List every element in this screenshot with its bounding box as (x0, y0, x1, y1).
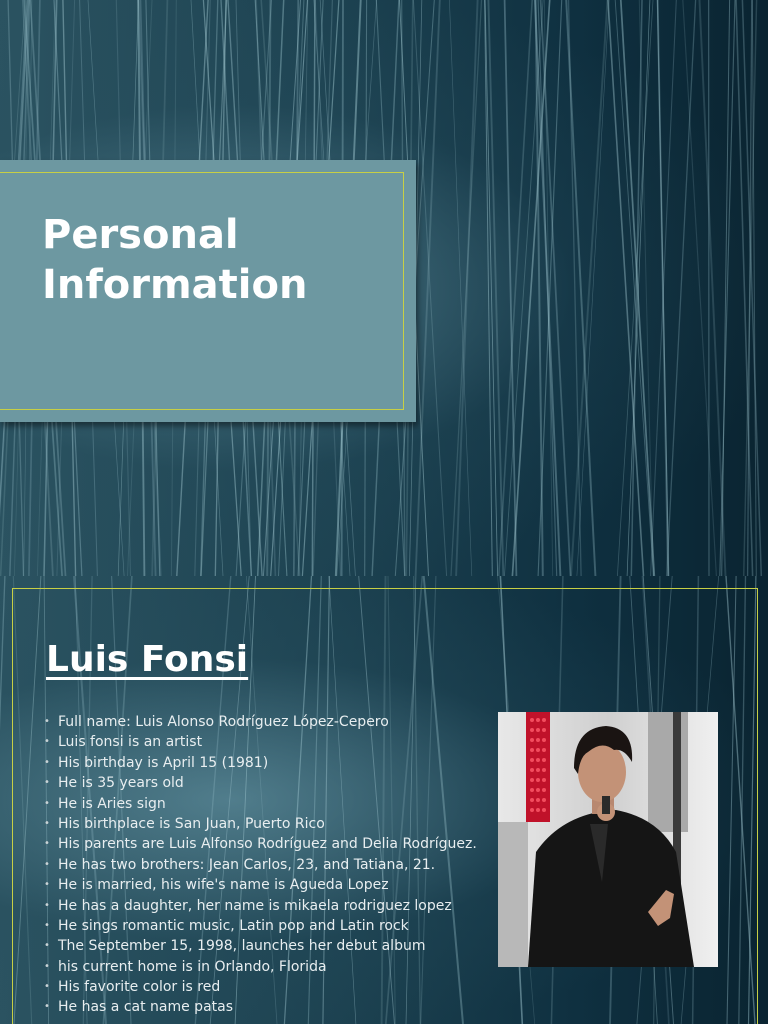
background-line (538, 0, 562, 576)
list-item: • His birthplace is San Juan, Puerto Rico (44, 816, 484, 833)
list-item: • His parents are Luis Alfonso Rodríguez and Delia Rodríguez. (44, 836, 484, 853)
title-box (0, 160, 416, 422)
list-item: • He is 35 years old (44, 775, 484, 792)
list-item: • The September 15, 1998, launches her debut album (44, 938, 484, 955)
list-item: • He is married, his wife's name is Agueda Lopez (44, 877, 484, 894)
background-line (683, 0, 717, 576)
list-item: • He has a cat name patas (44, 999, 484, 1016)
background-line (449, 0, 471, 576)
background-line (700, 0, 726, 576)
background-line (512, 0, 549, 576)
bullet-list (44, 714, 484, 1020)
background-line (569, 0, 582, 576)
background-line (0, 576, 5, 1024)
list-item: • His favorite color is red (44, 979, 484, 996)
list-item: • He has two brothers: Jean Carlos, 23, and Tatiana, 21. (44, 857, 484, 874)
background-line (657, 0, 668, 576)
background-line (416, 0, 440, 576)
list-item: • Full name: Luis Alonso Rodríguez López-Cepero (44, 714, 484, 731)
performer-photo (498, 712, 718, 967)
slide-heading: Luis Fonsi (46, 639, 249, 680)
background-line (667, 0, 696, 576)
background-line (541, 0, 571, 576)
background-line (571, 0, 608, 576)
background-line (631, 0, 642, 576)
list-item: • his current home is in Orlando, Florida (44, 959, 484, 976)
performer-photo-image (498, 712, 718, 967)
background-line (722, 0, 730, 576)
background-line (451, 0, 482, 576)
list-item: • He sings romantic music, Latin pop and Latin rock (44, 918, 484, 935)
slide-title-text (42, 210, 382, 310)
list-item: • He is Aries sign (44, 796, 484, 813)
list-item: • Luis fonsi is an artist (44, 734, 484, 751)
list-item: • He has a daughter, her name is mikaela rodriguez lopez (44, 898, 484, 915)
slide-content (0, 576, 768, 1024)
list-item: • His birthday is April 15 (1981) (44, 755, 484, 772)
title-line-1: Personal (42, 212, 239, 258)
title-line-2: Information (42, 262, 308, 308)
